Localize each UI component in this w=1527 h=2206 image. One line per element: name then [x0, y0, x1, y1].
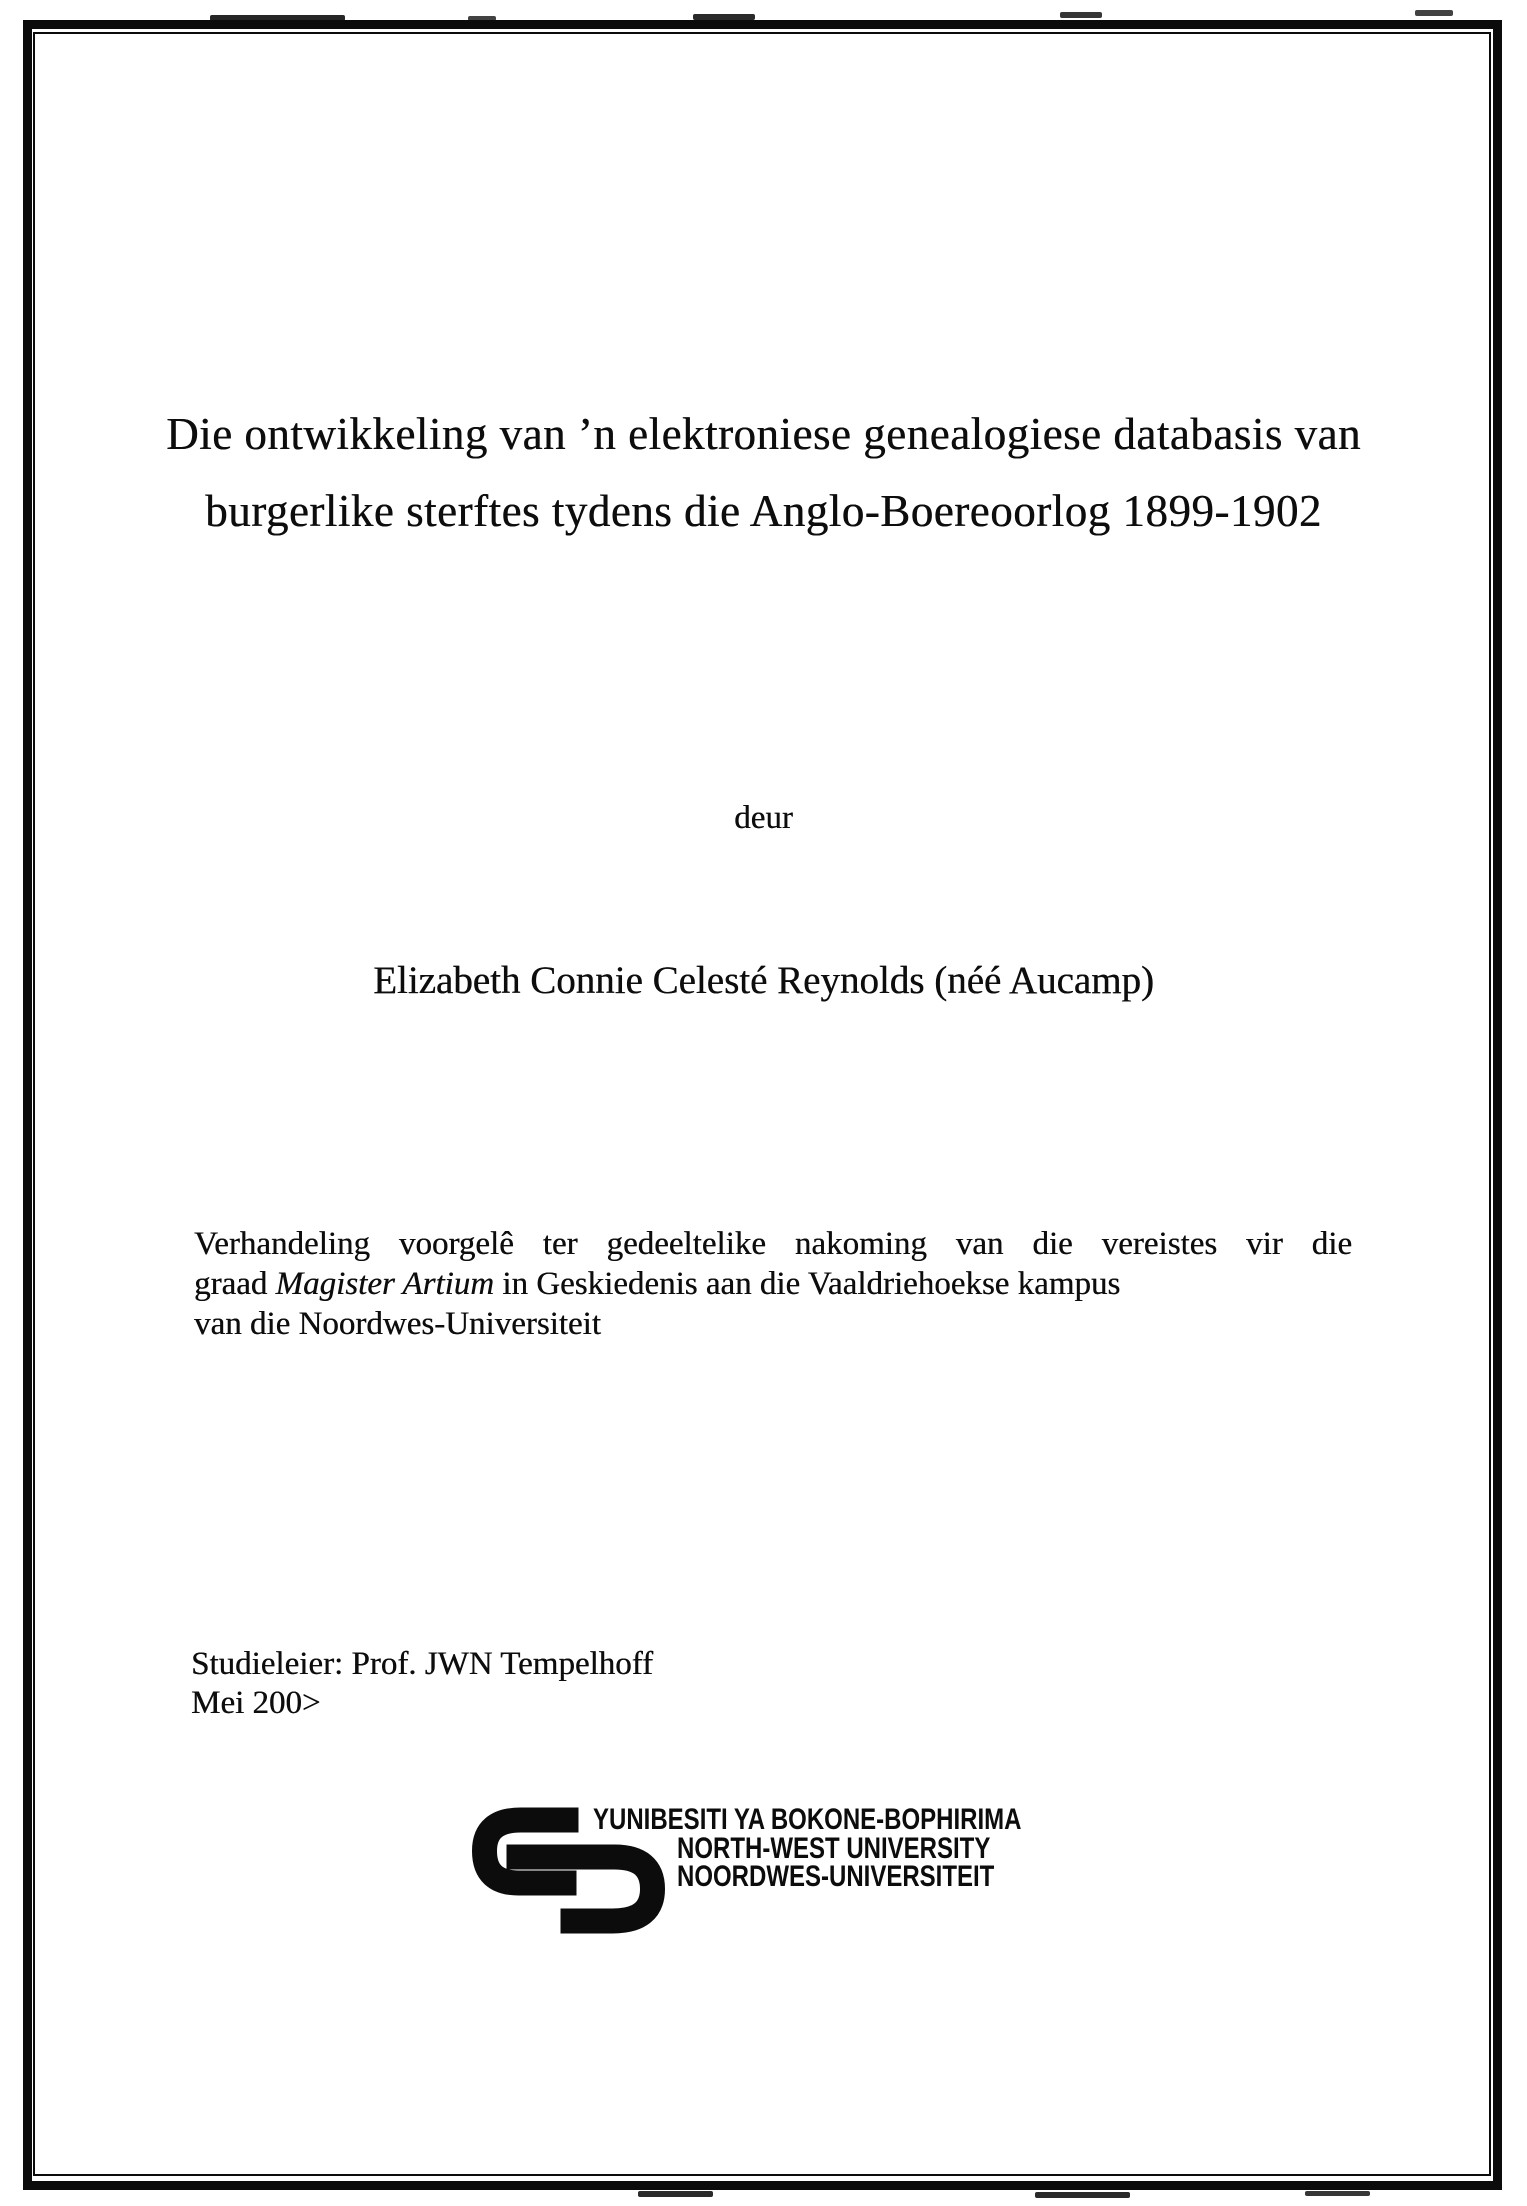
scan-artifact	[638, 2191, 713, 2197]
degree-line-2-post: in Geskiedenis aan die Vaaldriehoekse kampus	[494, 1266, 1121, 1302]
thesis-title-line-2: burgerlike sterftes tydens die Anglo-Boereoorlog 1899-1902	[205, 486, 1322, 536]
scan-artifact	[1060, 12, 1102, 18]
degree-statement-line-2	[194, 1264, 1352, 1304]
supervisor-block	[191, 1645, 653, 1723]
scan-artifact	[1035, 2192, 1130, 2198]
thesis-title	[80, 396, 1447, 550]
date-line: Mei 200>	[191, 1685, 321, 1721]
degree-statement-line-1: Verhandeling voorgelê ter gedeeltelike nakoming van die vereistes vir die	[194, 1226, 1352, 1262]
scan-artifact	[1415, 10, 1453, 16]
degree-name-italic: Magister Artium	[275, 1266, 495, 1302]
degree-line-2-pre: graad	[194, 1266, 276, 1302]
university-logo	[470, 1798, 1110, 1948]
degree-statement-line-3: van die Noordwes-Universiteit	[194, 1306, 601, 1342]
scan-artifact	[1305, 2191, 1370, 2196]
degree-statement	[194, 1224, 1352, 1344]
university-logo-text	[593, 1803, 1129, 1893]
thesis-title-line-1: Die ontwikkeling van ’n elektroniese genealogiese databasis van	[166, 409, 1361, 459]
logo-line-english: NORTH-WEST UNIVERSITY	[677, 1831, 991, 1865]
logo-line-afrikaans: NOORDWES-UNIVERSITEIT	[677, 1860, 995, 1893]
logo-line-setswana: YUNIBESITI YA BOKONE-BOPHIRIMA	[593, 1803, 1022, 1836]
author-name: Elizabeth Connie Celesté Reynolds (néé Aucamp)	[373, 959, 1154, 1002]
byline-deur: deur	[734, 800, 793, 836]
supervisor-line: Studieleier: Prof. JWN Tempelhoff	[191, 1646, 654, 1682]
